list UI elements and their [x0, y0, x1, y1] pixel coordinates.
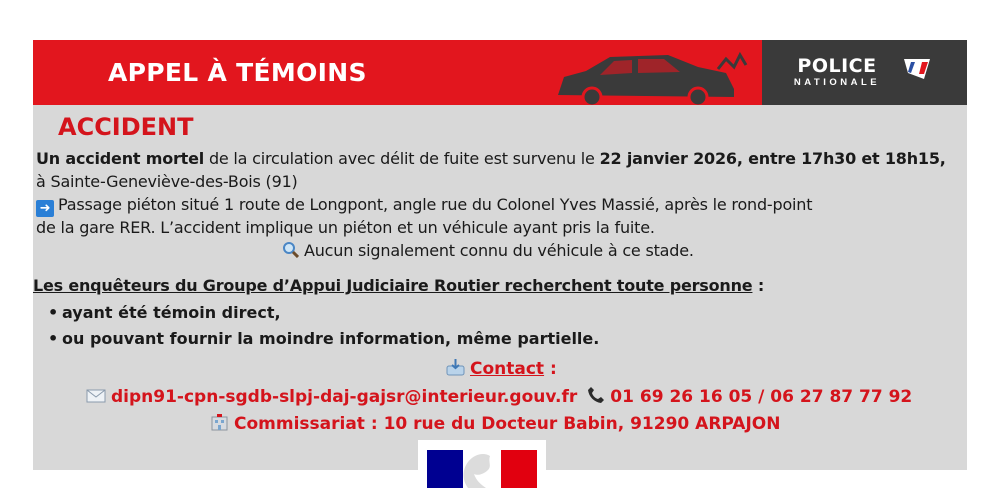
- paragraph-line-2: à Sainte-Geneviève-des-Bois (91): [36, 172, 298, 191]
- paragraph-line-1: [36, 149, 946, 168]
- logo-area: [762, 40, 967, 105]
- banner-title: APPEL À TÉMOINS: [108, 58, 367, 87]
- colon-text: :: [752, 276, 765, 295]
- address-text: Commissariat : 10 rue du Docteur Babin, 91290 ARPAJON: [234, 414, 781, 434]
- contact-title: Contact: [470, 359, 545, 379]
- investigators-line: [33, 276, 764, 295]
- time-text: , entre 17h30 et 18h15,: [736, 149, 946, 168]
- date-text: 22 janvier 2026: [599, 149, 737, 168]
- notice-text: Aucun signalement connu du véhicule à ce stade.: [304, 241, 694, 260]
- crashed-car-icon: [548, 45, 748, 105]
- police-flag-icon: [902, 57, 932, 81]
- email-link[interactable]: dipn91-cpn-sgdb-slpj-daj-gajsr@interieur.gouv.fr: [111, 387, 578, 407]
- list-item: • ou pouvant fournir la moindre information, même partielle.: [48, 326, 599, 352]
- envelope-icon: [86, 388, 106, 404]
- inbox-tray-icon: [446, 358, 465, 376]
- contact-title-suffix: :: [544, 359, 557, 379]
- building-icon: [210, 413, 229, 431]
- location-line-1: [36, 195, 812, 217]
- location-text: Passage piéton situé 1 route de Longpont, angle rue du Colonel Yves Massié, après le rond-point: [58, 195, 813, 214]
- phone-icon: [587, 386, 605, 404]
- list-item: • ayant été témoin direct,: [48, 300, 599, 326]
- location-line-2: de la gare RER. L’accident implique un piéton et un véhicule ayant pris la fuite.: [36, 218, 655, 237]
- magnifier-icon: [282, 241, 299, 258]
- fatal-accident-text: Un accident mortel: [36, 149, 205, 168]
- notice-line: [282, 241, 694, 260]
- contact-heading: [446, 358, 557, 379]
- investigators-text: Les enquêteurs du Groupe d’Appui Judiciaire Routier recherchent toute personne: [33, 276, 753, 295]
- header-banner: [33, 40, 967, 105]
- logo-police-text: POLICE: [797, 55, 877, 77]
- accident-heading: ACCIDENT: [58, 113, 194, 141]
- marianne-flag-icon: [418, 440, 546, 492]
- text-span: de la circulation avec délit de fuite est survenu le: [204, 149, 600, 168]
- logo-nationale-text: NATIONALE: [793, 77, 881, 88]
- right-arrow-icon: ➜: [36, 200, 54, 217]
- phone-numbers[interactable]: 01 69 26 16 05 / 06 27 87 77 92: [610, 387, 913, 407]
- address-line: [210, 413, 780, 434]
- contact-line: [86, 386, 912, 407]
- republique-francaise-logo: [418, 440, 546, 492]
- witness-criteria-list: [48, 300, 599, 352]
